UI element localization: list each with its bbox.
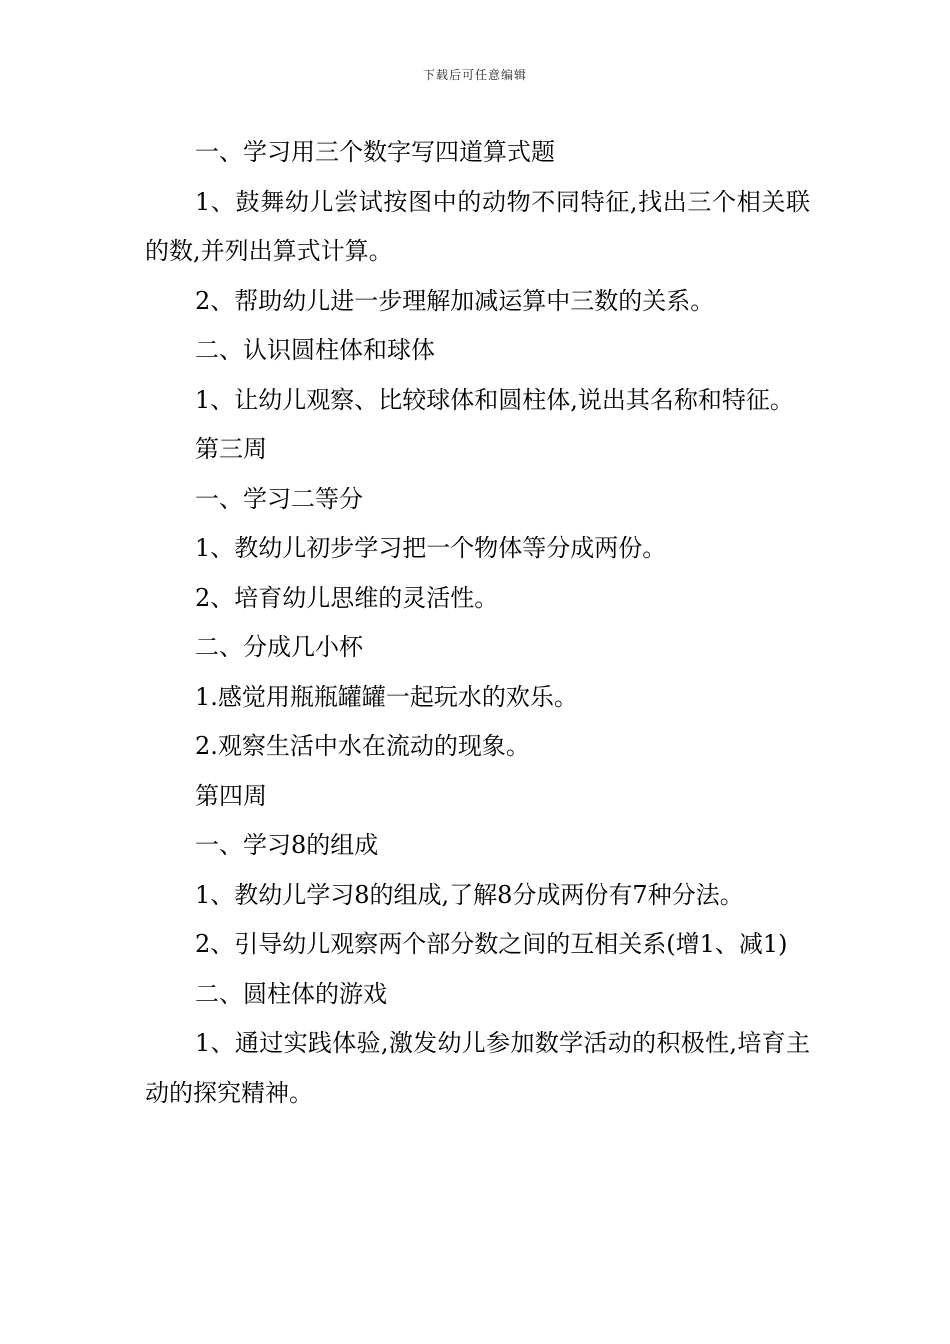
paragraph: 1、教幼儿学习8的组成,了解8分成两份有7种分法。 [195,880,744,909]
page-header: 下载后可任意编辑 [422,68,527,82]
paragraph: 1、通过实践体验,激发幼儿参加数学活动的积极性,培育主动的探究精神。 [145,1029,810,1107]
paragraph: 2.观察生活中水在流动的现象。 [195,732,530,760]
paragraph: 2、引导幼儿观察两个部分数之间的互相关系(增1、减1) [195,930,788,958]
week-heading: 第四周 [195,781,267,810]
paragraph: 2、帮助幼儿进一步理解加减运算中三数的关系。 [195,286,715,315]
heading-item: 一、学习二等分 [195,484,363,513]
heading-item: 二、圆柱体的游戏 [195,979,387,1008]
heading-item: 二、分成几小杯 [195,633,363,661]
document-body [145,128,810,1118]
paragraph: 1、教幼儿初步学习把一个物体等分成两份。 [195,534,667,562]
heading-item: 二、认识圆柱体和球体 [195,336,435,364]
paragraph: 1、鼓舞幼儿尝试按图中的动物不同特征,找出三个相关联的数,并列出算式计算。 [145,187,810,265]
paragraph: 1、让幼儿观察、比较球体和圆柱体,说出其名称和特征。 [195,385,794,414]
paragraph: 2、培育幼儿思维的灵活性。 [195,583,499,612]
week-heading: 第三周 [195,435,267,463]
heading-item: 一、学习8的组成 [195,831,379,859]
paragraph: 1.感觉用瓶瓶罐罐一起玩水的欢乐。 [195,682,578,711]
heading-week2-item1: 一、学习用三个数字写四道算式题 [195,138,555,166]
